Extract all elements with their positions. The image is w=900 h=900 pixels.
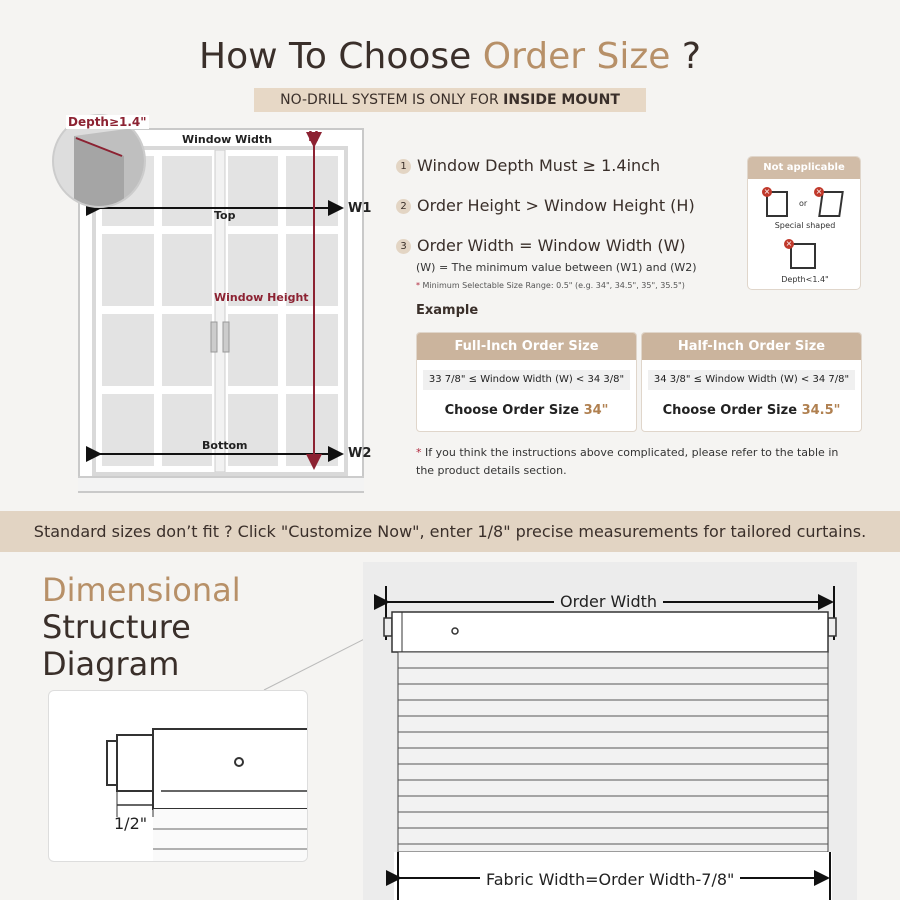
depth-label: Depth≥1.4": [68, 115, 147, 129]
w2-label: W2: [348, 446, 372, 461]
title-suffix: ?: [670, 36, 701, 77]
step-number: 1: [396, 159, 411, 174]
title-accent: Order Size: [482, 36, 671, 77]
choose-value: 34": [583, 403, 609, 418]
card-header: Full-Inch Order Size: [417, 333, 636, 360]
title-prefix: How To Choose: [199, 36, 483, 77]
or-label: or: [799, 199, 808, 208]
special-shaped-caption: Special shaped: [774, 221, 836, 230]
h-label: H: [308, 130, 319, 145]
window-width-label: Window Width: [182, 133, 273, 146]
heading-line-2: Structure: [42, 608, 191, 646]
tip-star: *: [416, 446, 422, 459]
note-range-text: Minimum Selectable Size Range: 0.5" (e.g. 34", 34.5", 35", 35.5"): [420, 281, 685, 290]
fabric-width-label: Fabric Width=Order Width-7/8": [480, 870, 740, 889]
choose-text: Choose Order Size: [444, 403, 584, 418]
choose-value: 34.5": [801, 403, 841, 418]
customize-banner: Standard sizes don’t fit ? Click "Customize Now", enter 1/8" precise measurements for tailored curtains.: [0, 511, 900, 552]
x-icon: ×: [763, 187, 771, 196]
not-applicable-header: Not applicable: [748, 157, 860, 179]
step-text: Window Depth Must ≥ 1.4inch: [417, 156, 661, 175]
heading-line-3: Diagram: [42, 645, 180, 683]
w1-label: W1: [348, 201, 372, 216]
half-inch-label: 1/2": [114, 814, 148, 833]
subtitle-bold: INSIDE MOUNT: [503, 92, 620, 108]
choose-text: Choose Order Size: [662, 403, 802, 418]
bottom-label: Bottom: [202, 439, 248, 452]
step-text: Order Height > Window Height (H): [417, 196, 695, 215]
note-star: *: [416, 281, 420, 290]
step-number: 3: [396, 239, 411, 254]
heading-line-1: Dimensional: [42, 571, 241, 609]
step-text: Order Width = Window Width (W): [417, 236, 686, 255]
depth-caption: Depth<1.4": [781, 275, 829, 284]
x-icon: ×: [785, 239, 793, 248]
x-icon: ×: [815, 187, 823, 196]
order-width-label: Order Width: [554, 592, 663, 611]
card-range: 34 3/8" ≤ Window Width (W) < 34 7/8": [648, 370, 855, 390]
card-range: 33 7/8" ≤ Window Width (W) < 34 3/8": [423, 370, 630, 390]
window-height-label: Window Height: [214, 291, 309, 304]
tip-text: If you think the instructions above complicated, please refer to the table in the product details section.: [416, 446, 839, 477]
min-value-note: (W) = The minimum value between (W1) and (W2): [416, 261, 697, 274]
step-number: 2: [396, 199, 411, 214]
card-header: Half-Inch Order Size: [642, 333, 861, 360]
example-label: Example: [416, 303, 479, 318]
top-label: Top: [214, 209, 236, 222]
subtitle-prefix: NO-DRILL SYSTEM IS ONLY FOR: [280, 92, 504, 108]
